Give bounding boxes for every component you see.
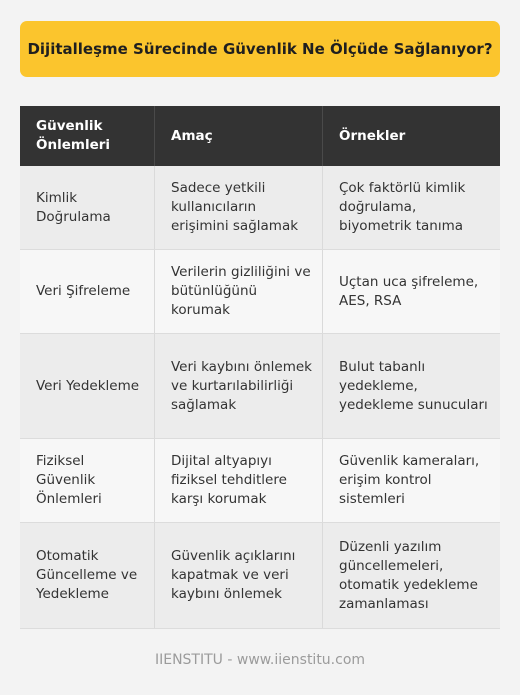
examples-cell: Çok faktörlü kimlik doğrulama, biyometrik tanıma — [322, 166, 500, 249]
footer-credit: IIENSTITU - www.iienstitu.com — [154, 652, 366, 668]
header-cell-purpose: Amaç — [154, 106, 322, 166]
measure-cell: Kimlik Doğrulama — [36, 189, 111, 225]
purpose-cell: Dijital altyapıyı fiziksel tehditlere karşı korumak — [154, 439, 322, 522]
measure-cell: Otomatik Güncelleme ve Yedekleme — [36, 548, 138, 602]
table-row — [20, 166, 500, 250]
header-cell-measures: Güvenlik Önlemleri — [36, 118, 111, 153]
table-row — [20, 439, 500, 523]
header-cell-examples: Örnekler — [322, 106, 500, 166]
examples-cell: Bulut tabanlı yedekleme, yedekleme sunucuları — [322, 334, 500, 438]
measure-cell: Veri Şifreleme — [36, 283, 131, 299]
purpose-cell: Veri kaybını önlemek ve kurtarılabilirliği sağlamak — [154, 334, 322, 438]
examples-cell: Düzenli yazılım güncellemeleri, otomatik yedekleme zamanlaması — [322, 523, 500, 628]
measure-cell: Fiziksel Güvenlik Önlemleri — [36, 453, 102, 507]
table-row — [20, 523, 500, 629]
page-title: Dijitalleşme Sürecinde Güvenlik Ne Ölçüde Sağlanıyor? — [20, 21, 500, 77]
table-row — [20, 334, 500, 439]
purpose-cell: Verilerin gizliliğini ve bütünlüğünü korumak — [154, 250, 322, 333]
table-row — [20, 250, 500, 334]
measure-cell: Veri Yedekleme — [36, 377, 140, 394]
purpose-cell: Sadece yetkili kullanıcıların erişimini sağlamak — [154, 166, 322, 249]
purpose-cell: Güvenlik açıklarını kapatmak ve veri kaybını önlemek — [154, 523, 322, 628]
security-table — [20, 106, 500, 629]
examples-cell: Güvenlik kameraları, erişim kontrol sistemleri — [322, 439, 500, 522]
examples-cell: Uçtan uca şifreleme, AES, RSA — [322, 250, 500, 333]
table-header-row — [20, 106, 500, 166]
